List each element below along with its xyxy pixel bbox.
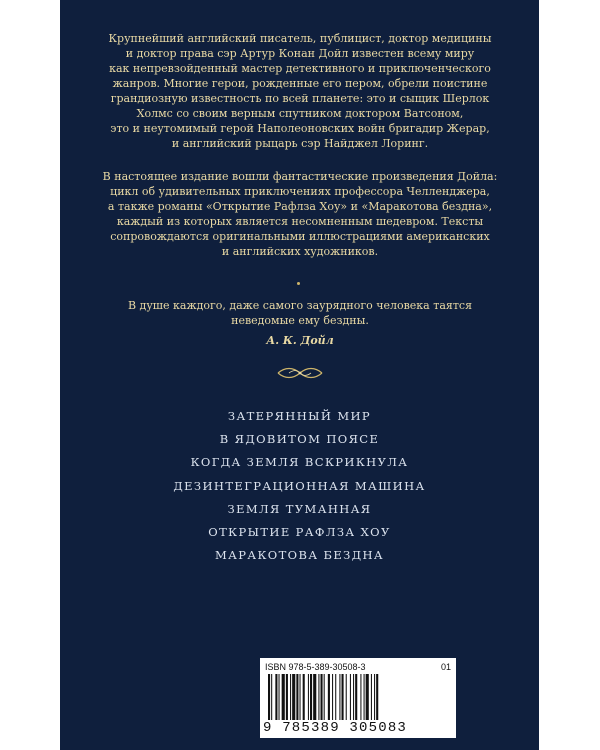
epigraph-quote xyxy=(100,298,500,328)
quote-line: неведомые ему бездны. xyxy=(231,314,369,327)
about-line: и английский рыцарь сэр Найджел Лоринг. xyxy=(171,137,429,150)
barcode-bar xyxy=(342,674,344,720)
about-line: грандиозную известность по всей планете: это и сыщик Шерлок xyxy=(110,92,490,105)
barcode-bar xyxy=(353,674,354,720)
barcode-bar xyxy=(335,674,336,720)
barcode-bar xyxy=(371,674,372,720)
barcode-bar xyxy=(282,674,285,720)
isbn-text: ISBN 978-5-389-30508-3 xyxy=(265,662,366,672)
barcode-bar xyxy=(313,674,316,720)
barcode-bar xyxy=(376,674,378,720)
barcode-bar xyxy=(328,674,330,720)
barcode-digits: 9 785389 305083 xyxy=(263,720,408,736)
edition-description xyxy=(100,169,500,259)
edition-line: цикл об удивительных приключениях профессора Челленджера, xyxy=(110,185,490,198)
barcode-bar xyxy=(271,674,272,720)
about-line: как непревзойденный мастер детективного и приключенческого xyxy=(109,62,491,75)
contents-list xyxy=(60,405,539,567)
edition-line: В настоящее издание вошли фантастические произведения Дойла: xyxy=(102,170,498,183)
barcode-bar xyxy=(296,674,298,720)
quote-line: В душе каждого, даже самого заурядного человека таятся xyxy=(127,299,473,312)
barcode-label xyxy=(260,658,456,738)
barcode-bar xyxy=(360,674,361,720)
title-item: МАРАКОТОВА БЕЗДНА xyxy=(214,548,385,563)
barcode-bars xyxy=(266,674,450,720)
about-line: и доктор права сэр Артур Конан Дойл известен всему миру xyxy=(125,47,475,60)
barcode-bar xyxy=(308,674,309,720)
price-code: 01 xyxy=(440,662,451,672)
barcode-bar xyxy=(339,674,340,720)
title-item: ОТКРЫТИЕ РАФЛЗА ХОУ xyxy=(208,524,391,539)
title-item: ДЕЗИНТЕГРАЦИОННАЯ МАШИНА xyxy=(173,478,426,493)
about-line: это и неутомимый герой Наполеоновских войн бригадир Жерар, xyxy=(110,122,490,135)
author-description xyxy=(100,31,500,151)
title-item: КОГДА ЗЕМЛЯ ВСКРИКНУЛА xyxy=(190,455,409,470)
title-item: В ЯДОВИТОМ ПОЯСЕ xyxy=(219,432,380,447)
barcode-bar xyxy=(332,674,333,720)
barcode-bar xyxy=(275,674,277,720)
title-item: ЗАТЕРЯННЫЙ МИР xyxy=(227,409,372,423)
about-line: жанров. Многие герои, рожденные его пером, обрели поистине xyxy=(112,77,488,90)
barcode-bar xyxy=(350,674,351,720)
barcode-bar xyxy=(300,674,301,720)
barcode-bar xyxy=(286,674,288,720)
barcode-bar xyxy=(290,674,291,720)
about-line: Холмс со своим верным спутником доктором Ватсоном, xyxy=(136,107,464,120)
barcode-bar xyxy=(318,674,319,720)
barcode-bar xyxy=(303,674,305,720)
edition-line: а также романы «Открытие Рафлза Хоу» и «Маракотова бездна», xyxy=(107,200,493,213)
barcode-bar xyxy=(364,674,365,720)
barcode-bar xyxy=(324,674,325,720)
barcode-bar xyxy=(346,674,347,720)
barcode-bar xyxy=(310,674,312,720)
edition-line: сопровождаются оригинальными иллюстрациями американских xyxy=(110,230,490,243)
flourish-ornament-icon xyxy=(275,364,325,382)
barcode-bar xyxy=(268,674,270,720)
barcode-bar xyxy=(292,674,295,720)
title-item: ЗЕМЛЯ ТУМАННАЯ xyxy=(227,501,372,516)
quote-author: А. К. Дойл xyxy=(266,334,334,347)
back-cover xyxy=(60,0,539,750)
edition-line: каждый из которых является несомненным шедевром. Тексты xyxy=(116,215,484,228)
barcode-bar xyxy=(355,674,357,720)
separator-dot xyxy=(297,282,300,285)
barcode-bar xyxy=(279,674,280,720)
barcode-bar xyxy=(374,674,375,720)
barcode-bar xyxy=(366,674,369,720)
isbn-row xyxy=(265,661,451,673)
barcode-bar xyxy=(321,674,323,720)
about-line: Крупнейший английский писатель, публицист, доктор медицины xyxy=(108,32,492,45)
edition-line: и английских художников. xyxy=(221,245,379,258)
